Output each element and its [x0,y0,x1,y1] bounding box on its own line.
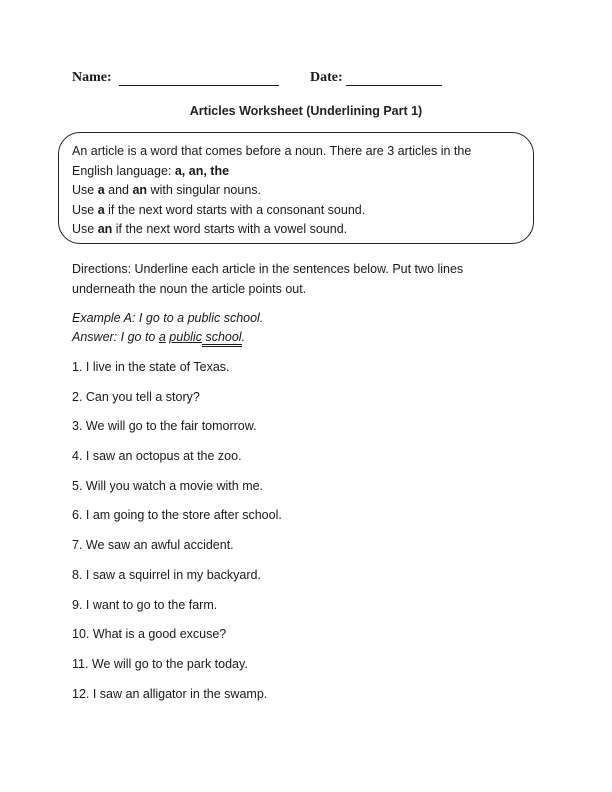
question-item[interactable]: 8. I saw a squirrel in my backyard. [72,567,261,582]
example-block [72,309,263,347]
example-double-underlined-noun: school [205,330,242,344]
rule-line-1-text: An article is a word that comes before a noun. There are 3 articles in the [72,144,472,158]
question-item[interactable]: 9. I want to go to the farm. [72,597,218,612]
example-answer-prefix: Answer: I go to [72,330,159,344]
question-item[interactable]: 6. I am going to the store after school. [72,508,282,523]
date-field [310,70,442,86]
rule-line-5 [72,220,521,240]
question-item[interactable]: 7. We saw an awful accident. [72,538,234,553]
worksheet-title: Articles Worksheet (Underlining Part 1) [189,104,423,118]
rule-line-1 [72,142,521,162]
question-item[interactable]: 4. I saw an octopus at the zoo. [72,449,242,464]
question-item[interactable]: 11. We will go to the park today. [72,656,248,671]
example-underlined-article: a [158,330,166,344]
rule-5-a: Use [72,222,98,237]
question-item[interactable]: 1. I live in the state of Texas. [72,360,230,374]
directions-line-2: underneath the noun the article points out. [72,282,307,296]
date-label: Date: [310,70,343,85]
rule-3-e: with singular nouns. [147,183,262,198]
date-blank[interactable] [346,71,442,86]
question-item[interactable]: 3. We will go to the fair tomorrow. [72,419,257,434]
question-item[interactable]: 2. Can you tell a story? [72,389,200,404]
question-list [72,358,282,714]
question-item[interactable]: 5. Will you watch a movie with me. [72,478,264,493]
rule-line-2 [72,162,521,182]
articles-list: a, an, the [174,163,230,178]
example-period: . [241,330,246,344]
question-item[interactable]: 10. What is a good excuse? [72,627,227,642]
rules-box [58,132,534,244]
name-field [72,70,279,86]
rule-4-b: a [97,202,105,217]
rule-line-4 [72,201,521,221]
directions [72,259,463,299]
rule-3-a: Use [72,183,98,198]
rule-5-c: if the next word starts with a vowel sound. [112,222,348,237]
rule-5-b: an [97,222,113,237]
rule-3-c: and [104,183,133,198]
name-label: Name: [72,70,112,85]
example-answer [72,328,263,347]
rule-line-3 [72,181,521,201]
rule-line-2-text: English language: [72,163,175,178]
rule-3-d: an [132,183,148,198]
rule-3-b: a [97,183,105,198]
question-item[interactable]: 12. I saw an alligator in the swamp. [72,686,268,701]
rule-4-a: Use [72,202,98,217]
name-blank[interactable] [119,71,279,86]
directions-line-1: Directions: Underline each article in the sentences below. Put two lines [72,262,464,276]
rule-4-c: if the next word starts with a consonant sound. [104,202,366,217]
example-underlined-adjective: public [169,330,202,344]
example-question: Example A: I go to a public school. [72,311,264,325]
